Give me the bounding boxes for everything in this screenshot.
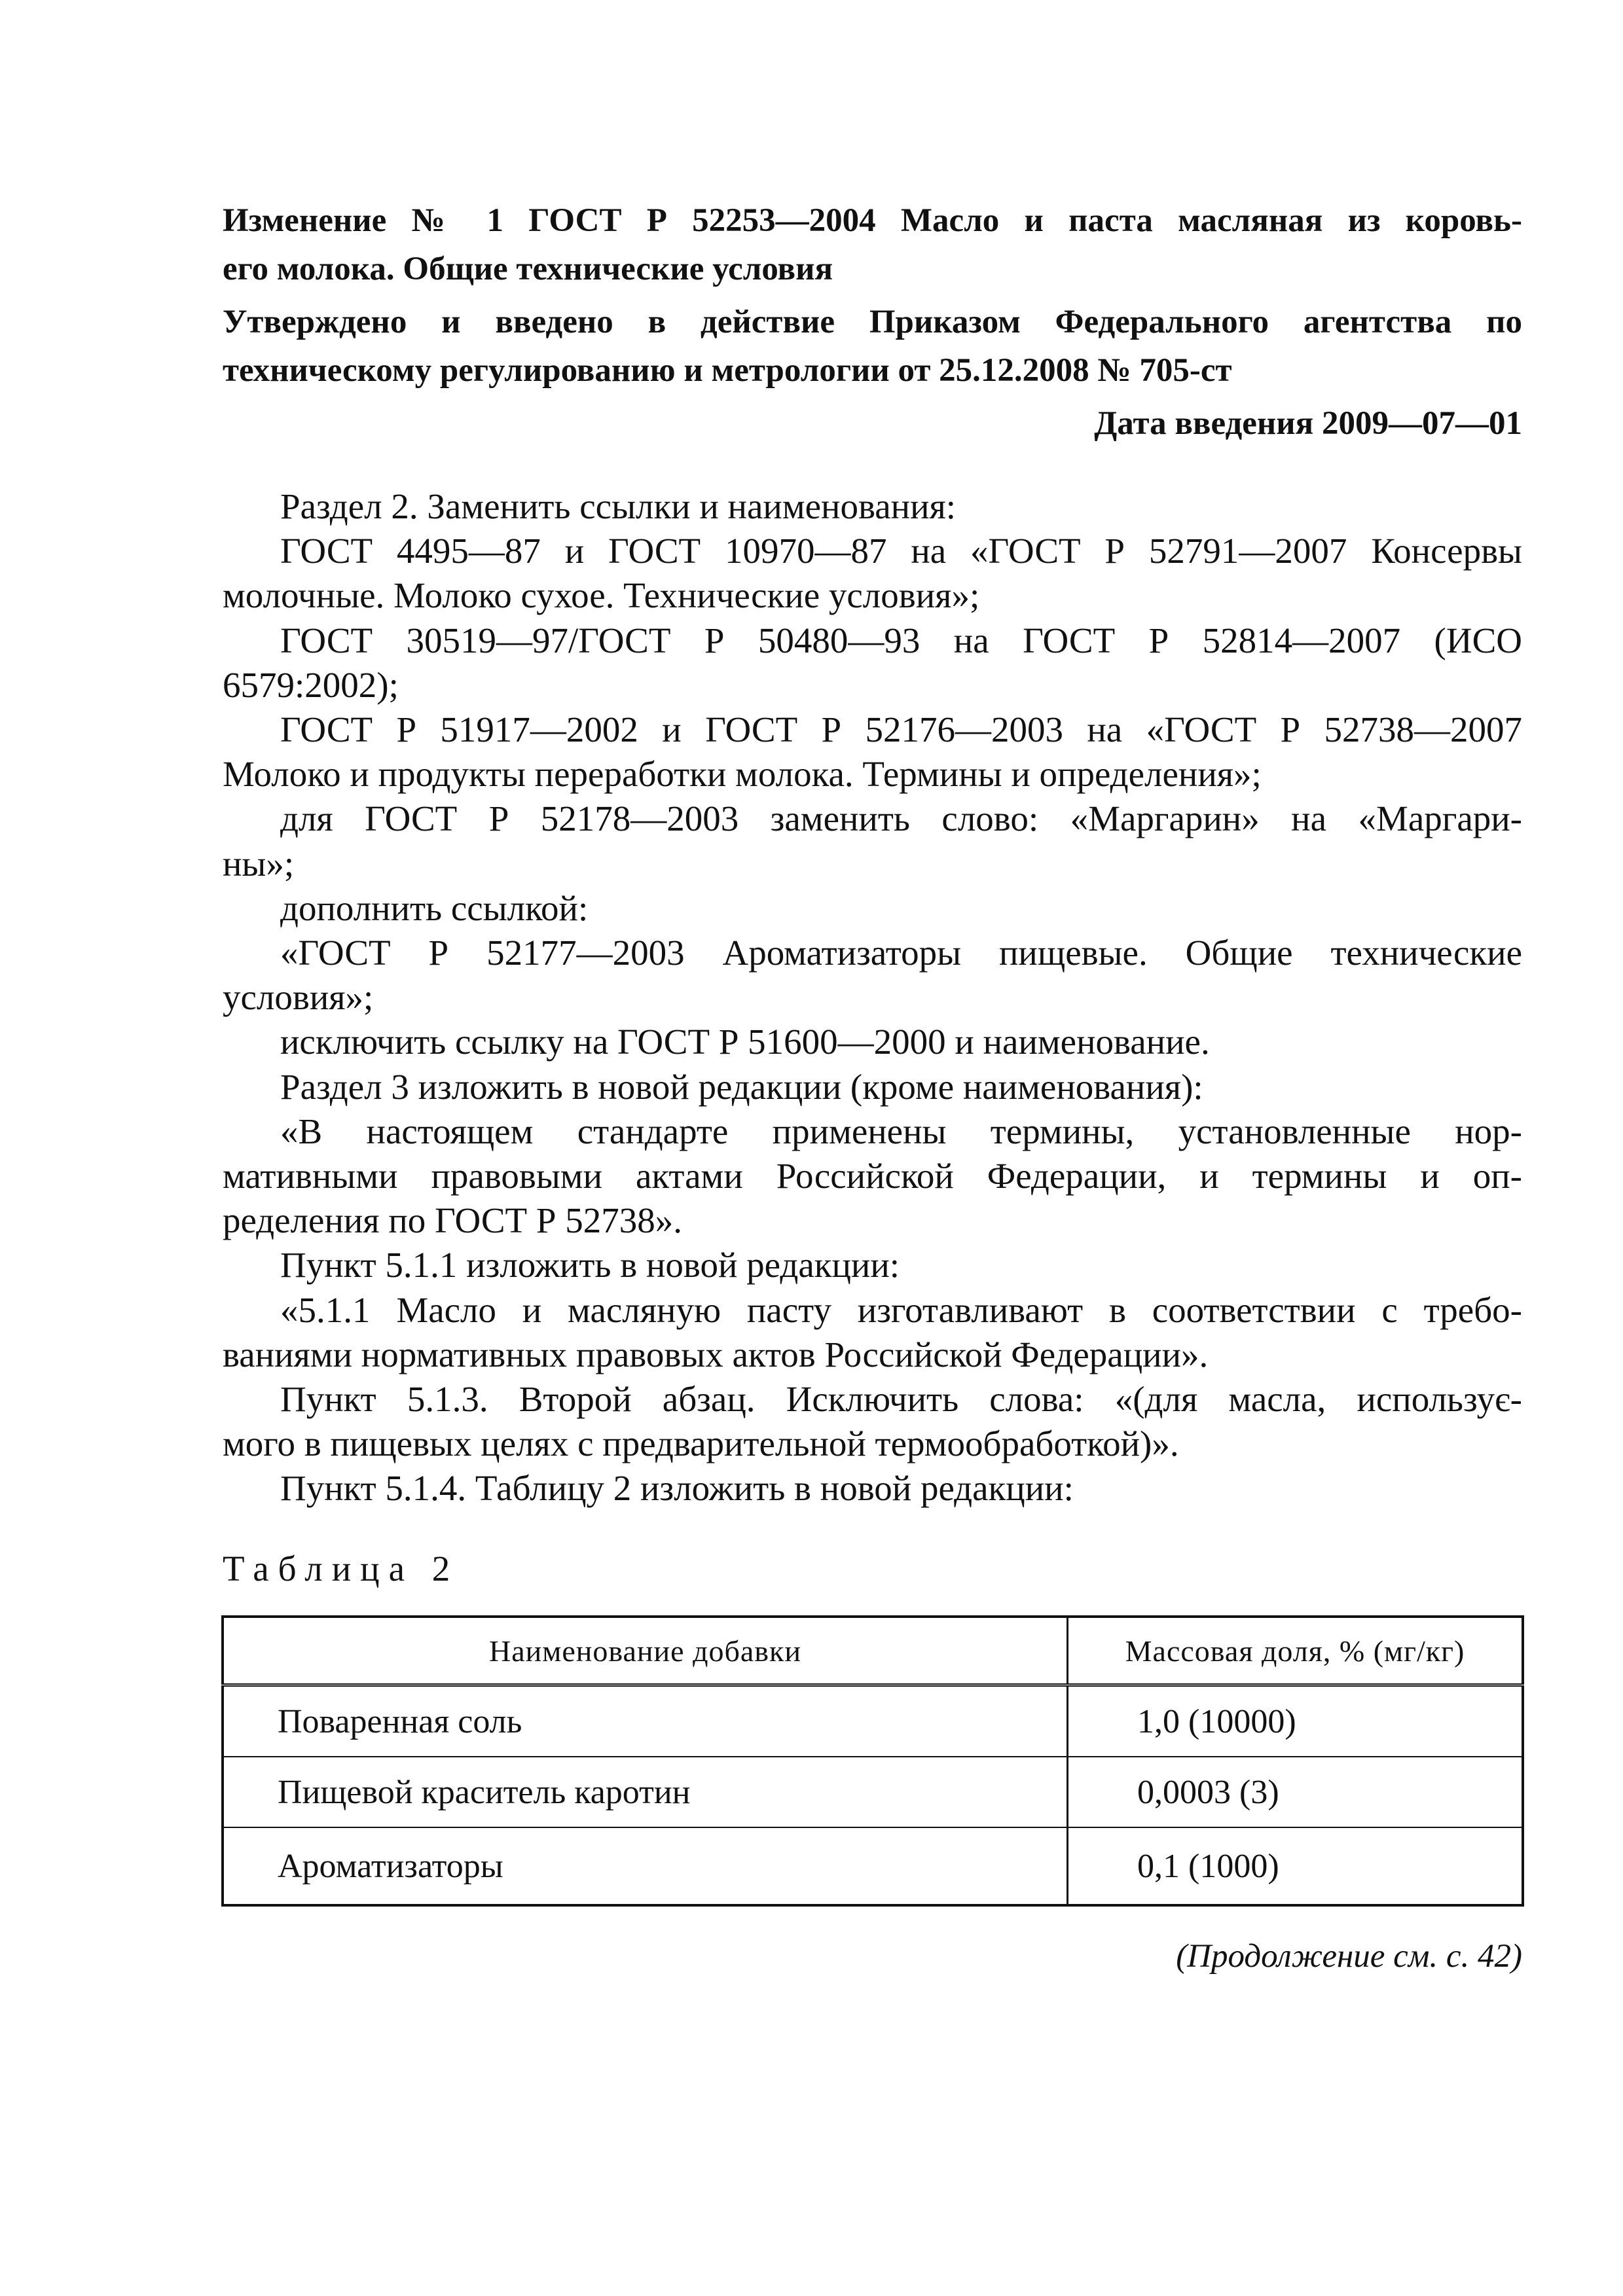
- amendment-title-line-1: Изменение № 1 ГОСТ Р 52253—2004 Масло и паста масляная из коровь-: [223, 202, 1522, 239]
- body-line: мого в пищевых целях с предварительной термообработкой)».: [223, 1424, 1179, 1464]
- amendment-body: [223, 484, 1522, 1511]
- body-line: Раздел 3 изложить в новой редакции (кроме наименования):: [280, 1066, 1203, 1107]
- approval-statement-line-1: Утверждено и введено в действие Приказом Федерального агентства по: [223, 304, 1522, 340]
- column-header-additive: Наименование добавки: [223, 1617, 1068, 1685]
- body-line: «ГОСТ Р 52177—2003 Ароматизаторы пищевые. Общие технические: [280, 933, 1522, 973]
- amendment-title: [223, 196, 1522, 293]
- body-line: ГОСТ Р 51917—2002 и ГОСТ Р 52176—2003 на «ГОСТ Р 52738—2007: [280, 709, 1522, 750]
- body-line: Раздел 2. Заменить ссылки и наименования:: [280, 486, 957, 526]
- body-line: Пункт 5.1.3. Второй абзац. Исключить слова: «(для масла, использує-: [280, 1379, 1522, 1420]
- amendment-title-line-2: его молока. Общие технические условия: [223, 251, 833, 287]
- body-line: молочные. Молоко сухое. Технические условия»;: [223, 575, 980, 616]
- body-line: Молоко и продукты переработки молока. Термины и определения»;: [223, 754, 1262, 795]
- additive-name-cell: Ароматизаторы: [223, 1827, 1068, 1905]
- approval-statement: [223, 298, 1522, 395]
- body-line: ны»;: [223, 843, 295, 884]
- additive-name-cell: Пищевой краситель каротин: [223, 1757, 1068, 1827]
- body-line: ваниями нормативных правовых актов Российской Федерации».: [223, 1334, 1209, 1374]
- mass-fraction-cell: 1,0 (10000): [1068, 1685, 1523, 1757]
- body-line: исключить ссылку на ГОСТ Р 51600—2000 и наименование.: [280, 1022, 1210, 1062]
- additive-name-cell: Поваренная соль: [223, 1685, 1068, 1757]
- body-line: 6579:2002);: [223, 664, 399, 705]
- body-line: Пункт 5.1.4. Таблицу 2 изложить в новой редакции:: [280, 1468, 1074, 1509]
- table-row: [223, 1827, 1523, 1905]
- body-line: ределения по ГОСТ Р 52738».: [223, 1200, 682, 1241]
- body-line: дополнить ссылкой:: [280, 888, 589, 928]
- effective-date: Дата введения 2009—07—01: [1094, 405, 1522, 442]
- continuation-note: (Продолжение см. с. 42): [1176, 1938, 1522, 1975]
- body-line: «В настоящем стандарте применены термины, установленные нор-: [280, 1111, 1522, 1151]
- additives-table: [221, 1615, 1524, 1907]
- table-row: [223, 1685, 1523, 1757]
- mass-fraction-cell: 0,1 (1000): [1068, 1827, 1523, 1905]
- body-line: условия»;: [223, 977, 374, 1018]
- body-line: ГОСТ 4495—87 и ГОСТ 10970—87 на «ГОСТ Р 52791—2007 Консервы: [280, 531, 1522, 571]
- table-header-row: [223, 1617, 1523, 1685]
- mass-fraction-cell: 0,0003 (3): [1068, 1757, 1523, 1827]
- body-line: мативными правовыми актами Российской Федерации, и термины и оп-: [223, 1156, 1522, 1196]
- approval-statement-line-2: техническому регулированию и метрологии от 25.12.2008 № 705-ст: [223, 352, 1232, 389]
- table-row: [223, 1757, 1523, 1827]
- table-caption: Таблица 2: [223, 1549, 460, 1588]
- body-line: Пункт 5.1.1 изложить в новой редакции:: [280, 1245, 900, 1285]
- body-line: ГОСТ 30519—97/ГОСТ Р 50480—93 на ГОСТ Р 52814—2007 (ИСО: [280, 620, 1522, 660]
- column-header-mass-fraction: Массовая доля, % (мг/кг): [1068, 1617, 1523, 1685]
- body-line: «5.1.1 Масло и масляную пасту изготавливают в соответствии с требо-: [280, 1289, 1522, 1330]
- body-line: для ГОСТ Р 52178—2003 заменить слово: «Маргарин» на «Маргари-: [280, 798, 1522, 839]
